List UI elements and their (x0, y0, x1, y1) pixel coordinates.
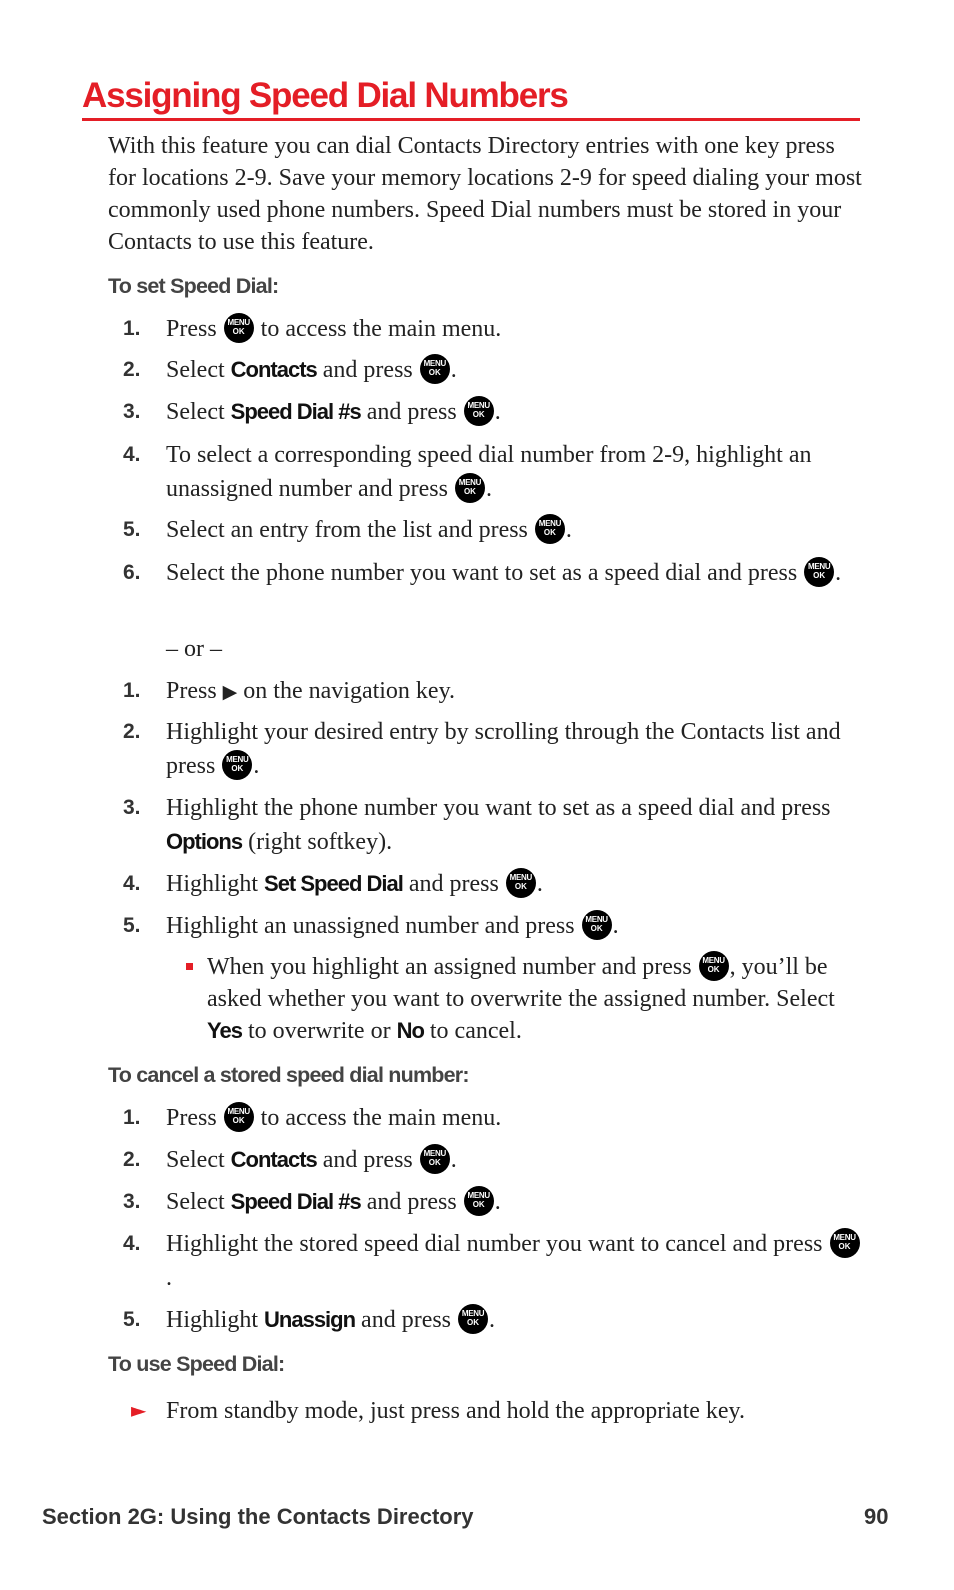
step-number: 2. (123, 1148, 141, 1171)
menu-ok-key-icon: MENU OK (224, 313, 254, 343)
step-number: 4. (123, 443, 141, 466)
menu-ok-key-icon: MENU OK (699, 951, 729, 981)
red-arrow-icon: ► (131, 1398, 147, 1422)
ui-label: Contacts (230, 357, 317, 382)
menu-ok-key-icon: MENU OK (582, 910, 612, 940)
menu-ok-key-icon: MENU OK (455, 473, 485, 503)
menu-ok-key-icon: MENU OK (464, 396, 494, 426)
step-number: 4. (123, 1232, 141, 1255)
step-number: 2. (123, 720, 141, 743)
step-number: 3. (123, 1190, 141, 1213)
note-bullet: When you highlight an assigned number and press MENU OK , you’ll be asked whether you want to overwrite the assigned number. Select Yes to overwrite or No to cancel. (207, 951, 867, 1047)
bullet-square-icon (186, 963, 193, 970)
intro-paragraph: With this feature you can dial Contacts Directory entries with one key press for locations 2-9. Save your memory locations 2-9 for speed dialing your most commonly used phone numbers. Speed Dial numbers must be stored in your Contacts to use this feature. (108, 133, 862, 255)
ui-label: Unassign (264, 1307, 356, 1332)
menu-ok-key-icon: MENU OK (222, 750, 252, 780)
ui-label: Contacts (230, 1147, 317, 1172)
cancel-speed-dial-heading: To cancel a stored speed dial number: (108, 1063, 469, 1087)
page-number: 90 (864, 1504, 889, 1529)
menu-ok-key-icon: MENU OK (804, 557, 834, 587)
menu-ok-key-icon: MENU OK (830, 1228, 860, 1258)
step-number: 5. (123, 914, 141, 937)
step-number: 5. (123, 1308, 141, 1331)
menu-ok-key-icon: MENU OK (420, 354, 450, 384)
ui-label: Set Speed Dial (264, 871, 403, 896)
ui-label: Speed Dial #s (230, 1189, 361, 1214)
menu-ok-key-icon: MENU OK (535, 514, 565, 544)
step-number: 5. (123, 518, 141, 541)
step-number: 4. (123, 872, 141, 895)
step-number: 3. (123, 400, 141, 423)
menu-ok-key-icon: MENU OK (506, 868, 536, 898)
step-number: 1. (123, 679, 141, 702)
ui-label: Yes (207, 1018, 242, 1043)
footer-section: Section 2G: Using the Contacts Directory (42, 1504, 474, 1529)
menu-ok-key-icon: MENU OK (464, 1186, 494, 1216)
ui-label: Speed Dial #s (230, 399, 361, 424)
or-separator: – or – (166, 636, 222, 662)
ui-label: No (396, 1018, 424, 1043)
step-number: 6. (123, 561, 141, 584)
right-arrow-icon: ▶ (222, 681, 238, 703)
use-speed-dial-heading: To use Speed Dial: (108, 1352, 285, 1376)
step-number: 2. (123, 358, 141, 381)
ui-label: Options (166, 829, 243, 854)
step-number: 3. (123, 796, 141, 819)
step-number: 1. (123, 1106, 141, 1129)
menu-ok-key-icon: MENU OK (458, 1304, 488, 1334)
page-title: Assigning Speed Dial Numbers (82, 74, 860, 121)
step-number: 1. (123, 317, 141, 340)
set-speed-dial-heading: To set Speed Dial: (108, 274, 279, 298)
menu-ok-key-icon: MENU OK (420, 1144, 450, 1174)
menu-ok-key-icon: MENU OK (224, 1102, 254, 1132)
